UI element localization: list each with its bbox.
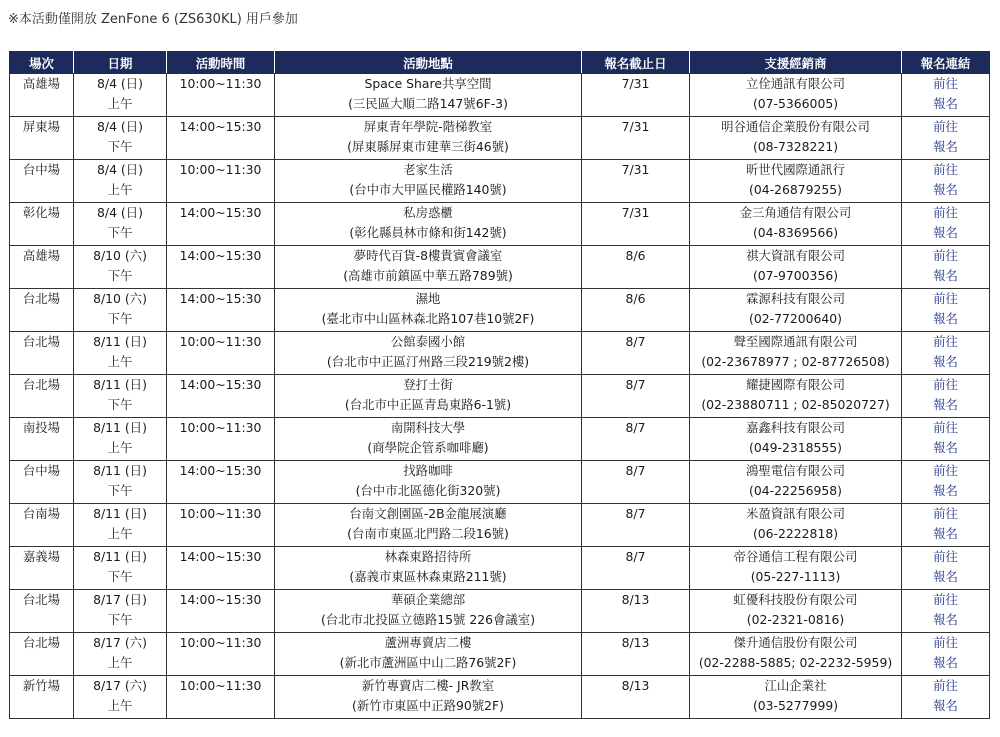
venue-cell (10, 375, 74, 418)
signup-deadline: 7/31 (621, 205, 650, 220)
signup-deadline: 8/7 (625, 463, 646, 478)
event-time: 14:00~15:30 (179, 291, 262, 306)
dealer-cell (690, 160, 902, 203)
dealer-cell (690, 117, 902, 160)
signup-link-cell (902, 590, 990, 633)
dealer-phone: (06-2222818) (752, 526, 839, 541)
deadline-cell (582, 676, 690, 719)
dealer-name: 金三角通信有限公司 (739, 205, 852, 220)
location-cell (275, 633, 582, 676)
eligibility-note: ※本活動僅開放 ZenFone 6 (ZS630KL) 用戶參加 (8, 12, 298, 27)
signup-link-cell (902, 246, 990, 289)
event-schedule-table (9, 51, 990, 719)
location-cell (275, 289, 582, 332)
signup-link-cell (902, 375, 990, 418)
header-dealer: 支援經銷商 (690, 52, 902, 74)
venue-cell (10, 74, 74, 117)
event-date: 8/10 (六) (93, 291, 147, 306)
time-cell (167, 504, 275, 547)
venue-name: 嘉義場 (22, 549, 61, 564)
location-address: (三民區大順二路147號6F-3) (348, 96, 508, 111)
signup-deadline: 8/6 (625, 248, 646, 263)
time-cell (167, 676, 275, 719)
signup-link-cell (902, 633, 990, 676)
event-date: 8/11 (日) (93, 377, 147, 392)
deadline-cell (582, 203, 690, 246)
event-date: 8/11 (日) (93, 549, 147, 564)
event-time: 10:00~11:30 (179, 420, 262, 435)
location-name: 林森東路招待所 (384, 549, 472, 564)
location-cell (275, 590, 582, 633)
date-cell (74, 160, 167, 203)
event-period: 上午 (107, 96, 133, 111)
location-cell (275, 117, 582, 160)
table-row (10, 203, 990, 246)
signup-deadline: 7/31 (621, 76, 650, 91)
dealer-name: 祺大資訊有限公司 (745, 248, 846, 263)
location-address: (高雄市前鎮區中華五路789號) (343, 268, 513, 283)
venue-cell (10, 418, 74, 461)
event-time: 10:00~11:30 (179, 162, 262, 177)
signup-link-cell (902, 676, 990, 719)
date-cell (74, 676, 167, 719)
table-row (10, 633, 990, 676)
dealer-name: 虹優科技股份有限公司 (733, 592, 858, 607)
location-address: (台北市北投區立德路15號 226會議室) (320, 612, 536, 627)
deadline-cell (582, 633, 690, 676)
dealer-phone: (05-227-1113) (750, 569, 841, 584)
dealer-cell (690, 289, 902, 332)
table-row (10, 418, 990, 461)
time-cell (167, 74, 275, 117)
venue-name: 南投場 (22, 420, 61, 435)
location-name: 屏東青年學院-階梯教室 (363, 119, 493, 134)
event-date: 8/11 (日) (93, 506, 147, 521)
signup-deadline: 8/7 (625, 506, 646, 521)
date-cell (74, 504, 167, 547)
event-period: 下午 (107, 483, 133, 498)
signup-link-go[interactable]: 前往 (933, 592, 958, 607)
signup-deadline: 8/7 (625, 420, 646, 435)
venue-name: 台北場 (22, 377, 61, 392)
event-period: 下午 (107, 311, 133, 326)
signup-link-go[interactable]: 前往 (933, 463, 958, 478)
signup-link-go[interactable]: 前往 (933, 506, 958, 521)
event-period: 上午 (107, 440, 133, 455)
location-name: Space Share共享空間 (364, 76, 492, 91)
dealer-cell (690, 590, 902, 633)
table-row (10, 461, 990, 504)
signup-link-cell (902, 418, 990, 461)
signup-link-register[interactable]: 報名 (933, 311, 958, 326)
event-date: 8/4 (日) (97, 76, 143, 91)
signup-link-go[interactable]: 前往 (933, 205, 958, 220)
location-address: (台中市大甲區民權路140號) (349, 182, 507, 197)
dealer-cell (690, 375, 902, 418)
location-name: 台南文創園區-2B金龍展演廳 (349, 506, 507, 521)
location-name: 夢時代百貨-8樓貴賓會議室 (353, 248, 503, 263)
location-name: 找路咖啡 (403, 463, 453, 478)
venue-name: 台中場 (22, 463, 61, 478)
venue-cell (10, 633, 74, 676)
dealer-name: 耀捷國際有限公司 (745, 377, 846, 392)
time-cell (167, 246, 275, 289)
dealer-cell (690, 676, 902, 719)
location-name: 公館泰國小館 (390, 334, 466, 349)
signup-link-go[interactable]: 前往 (933, 248, 958, 263)
table-row (10, 332, 990, 375)
location-address: (商學院企管系咖啡廳) (367, 440, 489, 455)
signup-link-register[interactable]: 報名 (933, 612, 958, 627)
signup-link-register[interactable]: 報名 (933, 698, 958, 713)
event-period: 下午 (107, 225, 133, 240)
signup-link-register[interactable]: 報名 (933, 354, 958, 369)
date-cell (74, 74, 167, 117)
venue-name: 台中場 (22, 162, 61, 177)
location-address: (新竹市東區中正路90號2F) (352, 698, 504, 713)
location-address: (臺北市中山區林森北路107巷10號2F) (321, 311, 535, 326)
venue-name: 屏東場 (22, 119, 61, 134)
date-cell (74, 289, 167, 332)
dealer-name: 明谷通信企業股份有限公司 (721, 119, 870, 134)
date-cell (74, 246, 167, 289)
dealer-name: 江山企業社 (764, 678, 827, 693)
venue-cell (10, 676, 74, 719)
signup-link-cell (902, 547, 990, 590)
event-period: 下午 (107, 569, 133, 584)
signup-link-cell (902, 504, 990, 547)
header-deadline: 報名截止日 (582, 52, 690, 74)
event-time: 10:00~11:30 (179, 76, 262, 91)
location-address: (屏東縣屏東市建華三街46號) (347, 139, 509, 154)
deadline-cell (582, 289, 690, 332)
signup-link-go[interactable]: 前往 (933, 420, 958, 435)
date-cell (74, 332, 167, 375)
location-address: (台南市東區北門路二段16號) (347, 526, 509, 541)
signup-link-register[interactable]: 報名 (933, 655, 958, 670)
time-cell (167, 375, 275, 418)
location-address: (台北市中正區汀州路三段219號2樓) (326, 354, 530, 369)
deadline-cell (582, 117, 690, 160)
signup-link-cell (902, 289, 990, 332)
event-date: 8/17 (日) (93, 592, 147, 607)
dealer-phone: (04-8369566) (752, 225, 839, 240)
dealer-cell (690, 246, 902, 289)
dealer-phone: (02-77200640) (749, 311, 842, 326)
dealer-name: 嘉鑫科技有限公司 (745, 420, 846, 435)
location-address: (嘉義市東區林森東路211號) (349, 569, 507, 584)
date-cell (74, 117, 167, 160)
venue-name: 台北場 (22, 592, 61, 607)
header-date: 日期 (74, 52, 167, 74)
location-cell (275, 375, 582, 418)
signup-link-register[interactable]: 報名 (933, 397, 958, 412)
signup-link-go[interactable]: 前往 (933, 119, 958, 134)
location-name: 私房惑櫃 (403, 205, 453, 220)
event-date: 8/4 (日) (97, 205, 143, 220)
venue-name: 新竹場 (22, 678, 61, 693)
signup-link-register[interactable]: 報名 (933, 139, 958, 154)
deadline-cell (582, 375, 690, 418)
signup-link-register[interactable]: 報名 (933, 268, 958, 283)
signup-link-cell (902, 117, 990, 160)
dealer-name: 立佺通訊有限公司 (745, 76, 846, 91)
deadline-cell (582, 504, 690, 547)
venue-name: 高雄場 (22, 248, 61, 263)
deadline-cell (582, 590, 690, 633)
signup-link-go[interactable]: 前往 (933, 549, 958, 564)
location-cell (275, 461, 582, 504)
location-address: (台中市北區德化街320號) (355, 483, 501, 498)
date-cell (74, 418, 167, 461)
event-period: 上午 (107, 655, 133, 670)
time-cell (167, 547, 275, 590)
location-address: (彰化縣員林市條和街142號) (349, 225, 507, 240)
venue-cell (10, 504, 74, 547)
dealer-phone: (03-5277999) (752, 698, 839, 713)
venue-cell (10, 332, 74, 375)
location-name: 南開科技大學 (390, 420, 466, 435)
time-cell (167, 160, 275, 203)
signup-link-cell (902, 461, 990, 504)
event-period: 上午 (107, 354, 133, 369)
location-cell (275, 504, 582, 547)
dealer-name: 鴻聖電信有限公司 (745, 463, 846, 478)
location-address: (台北市中正區青島東路6-1號) (344, 397, 512, 412)
table-row (10, 160, 990, 203)
signup-link-register[interactable]: 報名 (933, 182, 958, 197)
signup-deadline: 8/7 (625, 549, 646, 564)
date-cell (74, 547, 167, 590)
signup-link-register[interactable]: 報名 (933, 526, 958, 541)
dealer-cell (690, 504, 902, 547)
location-name: 濕地 (415, 291, 441, 306)
signup-link-register[interactable]: 報名 (933, 440, 958, 455)
dealer-phone: (049-2318555) (749, 440, 842, 455)
location-name: 蘆洲專賣店二樓 (384, 635, 472, 650)
deadline-cell (582, 332, 690, 375)
event-time: 10:00~11:30 (179, 635, 262, 650)
location-cell (275, 203, 582, 246)
location-cell (275, 418, 582, 461)
venue-cell (10, 246, 74, 289)
table-row (10, 289, 990, 332)
location-cell (275, 676, 582, 719)
venue-cell (10, 289, 74, 332)
dealer-phone: (04-26879255) (749, 182, 842, 197)
venue-cell (10, 203, 74, 246)
dealer-phone: (07-5366005) (752, 96, 839, 111)
signup-deadline: 8/7 (625, 377, 646, 392)
event-time: 10:00~11:30 (179, 334, 262, 349)
date-cell (74, 461, 167, 504)
event-date: 8/17 (六) (93, 635, 147, 650)
dealer-name: 霖源科技有限公司 (745, 291, 846, 306)
dealer-cell (690, 461, 902, 504)
time-cell (167, 418, 275, 461)
signup-deadline: 8/7 (625, 334, 646, 349)
location-cell (275, 547, 582, 590)
event-date: 8/4 (日) (97, 119, 143, 134)
venue-name: 台南場 (22, 506, 61, 521)
table-row (10, 74, 990, 117)
header-location: 活動地點 (275, 52, 582, 74)
event-period: 下午 (107, 268, 133, 283)
time-cell (167, 203, 275, 246)
dealer-name: 聲至國際通訊有限公司 (733, 334, 858, 349)
table-row (10, 246, 990, 289)
location-name: 老家生活 (403, 162, 453, 177)
signup-link-register[interactable]: 報名 (933, 569, 958, 584)
dealer-name: 傑升通信股份有限公司 (733, 635, 858, 650)
dealer-phone: (04-22256958) (749, 483, 842, 498)
event-time: 14:00~15:30 (179, 248, 262, 263)
signup-deadline: 8/6 (625, 291, 646, 306)
time-cell (167, 117, 275, 160)
time-cell (167, 289, 275, 332)
dealer-phone: (02-23678977 ; 02-87726508) (701, 354, 890, 369)
event-period: 下午 (107, 397, 133, 412)
event-date: 8/17 (六) (93, 678, 147, 693)
table-header-row (10, 52, 990, 74)
dealer-phone: (02-2321-0816) (746, 612, 845, 627)
signup-link-go[interactable]: 前往 (933, 162, 958, 177)
signup-link-cell (902, 203, 990, 246)
dealer-phone: (02-2288-5885; 02-2232-5959) (698, 655, 893, 670)
location-cell (275, 246, 582, 289)
event-date: 8/4 (日) (97, 162, 143, 177)
dealer-cell (690, 418, 902, 461)
table-row (10, 547, 990, 590)
dealer-name: 昕世代國際通訊行 (745, 162, 846, 177)
event-period: 上午 (107, 182, 133, 197)
deadline-cell (582, 246, 690, 289)
venue-name: 台北場 (22, 291, 61, 306)
location-name: 華碩企業總部 (390, 592, 466, 607)
event-period: 下午 (107, 612, 133, 627)
signup-link-cell (902, 74, 990, 117)
venue-cell (10, 590, 74, 633)
date-cell (74, 590, 167, 633)
signup-link-register[interactable]: 報名 (933, 96, 958, 111)
header-time: 活動時間 (167, 52, 275, 74)
date-cell (74, 375, 167, 418)
signup-deadline: 8/13 (621, 592, 650, 607)
signup-deadline: 7/31 (621, 162, 650, 177)
event-time: 14:00~15:30 (179, 549, 262, 564)
dealer-phone: (07-9700356) (752, 268, 839, 283)
location-cell (275, 160, 582, 203)
header-signup-link: 報名連結 (902, 52, 990, 74)
signup-deadline: 7/31 (621, 119, 650, 134)
deadline-cell (582, 547, 690, 590)
header-venue: 場次 (10, 52, 74, 74)
event-date: 8/11 (日) (93, 334, 147, 349)
time-cell (167, 461, 275, 504)
table-row (10, 375, 990, 418)
venue-name: 彰化場 (22, 205, 61, 220)
signup-link-register[interactable]: 報名 (933, 225, 958, 240)
dealer-cell (690, 332, 902, 375)
dealer-phone: (02-23880711 ; 02-85020727) (701, 397, 890, 412)
dealer-cell (690, 203, 902, 246)
signup-link-go[interactable]: 前往 (933, 377, 958, 392)
event-time: 14:00~15:30 (179, 377, 262, 392)
signup-deadline: 8/13 (621, 678, 650, 693)
deadline-cell (582, 160, 690, 203)
event-time: 14:00~15:30 (179, 592, 262, 607)
venue-name: 高雄場 (22, 76, 61, 91)
signup-link-cell (902, 160, 990, 203)
signup-link-go[interactable]: 前往 (933, 635, 958, 650)
event-period: 上午 (107, 698, 133, 713)
dealer-name: 帝谷通信工程有限公司 (733, 549, 858, 564)
table-row (10, 590, 990, 633)
venue-cell (10, 461, 74, 504)
event-time: 14:00~15:30 (179, 205, 262, 220)
signup-link-go[interactable]: 前往 (933, 678, 958, 693)
location-cell (275, 332, 582, 375)
event-period: 上午 (107, 526, 133, 541)
dealer-cell (690, 74, 902, 117)
event-time: 14:00~15:30 (179, 463, 262, 478)
deadline-cell (582, 74, 690, 117)
event-date: 8/11 (日) (93, 420, 147, 435)
date-cell (74, 203, 167, 246)
table-row (10, 504, 990, 547)
location-cell (275, 74, 582, 117)
table-row (10, 117, 990, 160)
dealer-cell (690, 547, 902, 590)
signup-deadline: 8/13 (621, 635, 650, 650)
event-period: 下午 (107, 139, 133, 154)
signup-link-go[interactable]: 前往 (933, 291, 958, 306)
dealer-phone: (08-7328221) (752, 139, 839, 154)
deadline-cell (582, 461, 690, 504)
event-date: 8/11 (日) (93, 463, 147, 478)
venue-name: 台北場 (22, 635, 61, 650)
date-cell (74, 633, 167, 676)
dealer-cell (690, 633, 902, 676)
signup-link-register[interactable]: 報名 (933, 483, 958, 498)
venue-cell (10, 117, 74, 160)
time-cell (167, 332, 275, 375)
time-cell (167, 590, 275, 633)
signup-link-go[interactable]: 前往 (933, 76, 958, 91)
deadline-cell (582, 418, 690, 461)
venue-cell (10, 160, 74, 203)
event-time: 14:00~15:30 (179, 119, 262, 134)
table-row (10, 676, 990, 719)
event-time: 10:00~11:30 (179, 678, 262, 693)
event-date: 8/10 (六) (93, 248, 147, 263)
dealer-name: 米盈資訊有限公司 (745, 506, 846, 521)
event-time: 10:00~11:30 (179, 506, 262, 521)
time-cell (167, 633, 275, 676)
venue-name: 台北場 (22, 334, 61, 349)
location-name: 新竹專賣店二樓- JR教室 (361, 678, 495, 693)
location-name: 登打士街 (403, 377, 453, 392)
location-address: (新北市蘆洲區中山二路76號2F) (339, 655, 517, 670)
signup-link-go[interactable]: 前往 (933, 334, 958, 349)
signup-link-cell (902, 332, 990, 375)
venue-cell (10, 547, 74, 590)
